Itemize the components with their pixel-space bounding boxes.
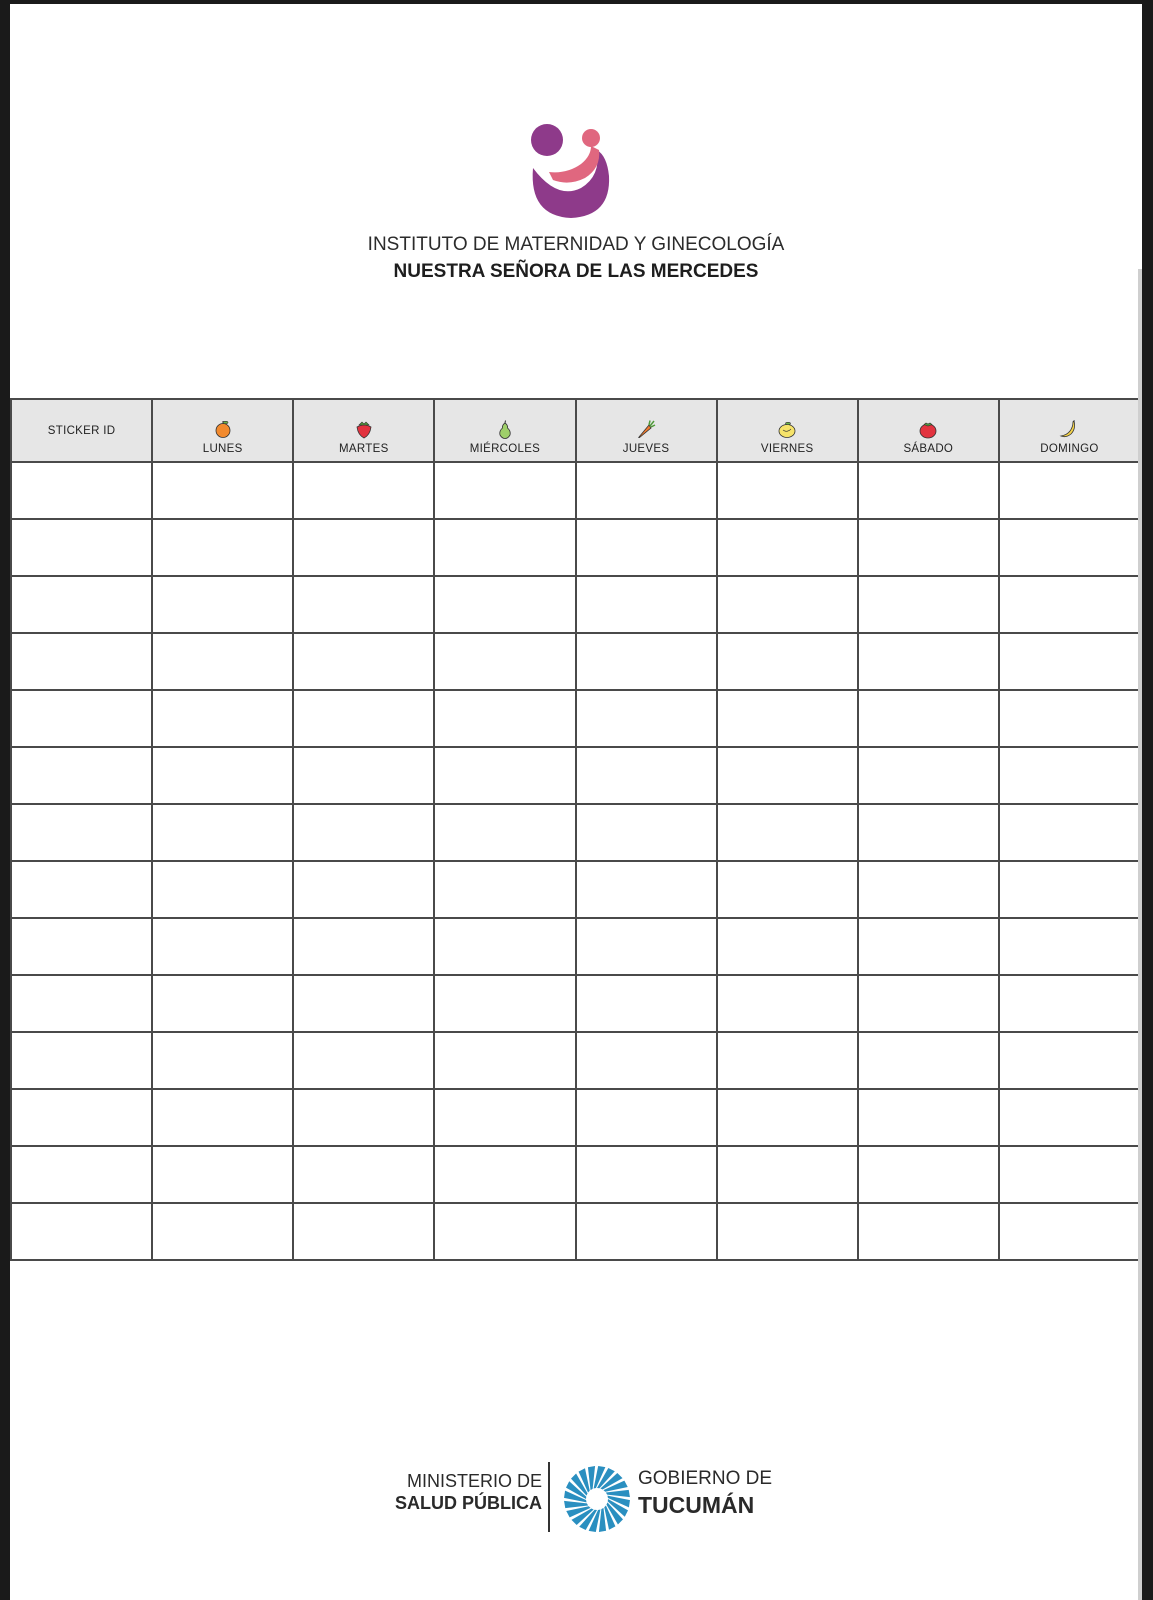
sticker-id-cell[interactable] xyxy=(11,747,152,804)
gobierno-block xyxy=(638,1466,772,1518)
sticker-cell[interactable] xyxy=(999,1146,1140,1203)
sticker-cell[interactable] xyxy=(576,462,717,519)
table-row xyxy=(11,747,1140,804)
sticker-cell[interactable] xyxy=(858,576,999,633)
sticker-cell[interactable] xyxy=(576,1146,717,1203)
sticker-cell[interactable] xyxy=(434,690,575,747)
sticker-id-cell[interactable] xyxy=(11,1146,152,1203)
sticker-cell[interactable] xyxy=(858,690,999,747)
sticker-cell[interactable] xyxy=(152,576,293,633)
column-header-viernes: VIERNES xyxy=(717,399,858,462)
sticker-id-cell[interactable] xyxy=(11,690,152,747)
page-edge-shadow xyxy=(1138,269,1142,1600)
sticker-cell[interactable] xyxy=(434,861,575,918)
sticker-cell[interactable] xyxy=(293,576,434,633)
sticker-cell[interactable] xyxy=(999,519,1140,576)
sun-ray xyxy=(606,1490,630,1497)
sticker-cell[interactable] xyxy=(293,1032,434,1089)
sun-ray xyxy=(588,1466,595,1490)
sticker-cell[interactable] xyxy=(717,975,858,1032)
table-row xyxy=(11,1089,1140,1146)
sticker-cell[interactable] xyxy=(717,633,858,690)
sticker-cell[interactable] xyxy=(858,918,999,975)
sticker-id-cell[interactable] xyxy=(11,1032,152,1089)
sticker-cell[interactable] xyxy=(858,1089,999,1146)
banana-icon xyxy=(1059,419,1079,439)
column-header-domingo: DOMINGO xyxy=(999,399,1140,462)
institute-name: INSTITUTO DE MATERNIDAD Y GINECOLOGÍA xyxy=(367,234,785,255)
sticker-cell[interactable] xyxy=(434,975,575,1032)
sticker-cell[interactable] xyxy=(576,1203,717,1260)
sticker-cell[interactable] xyxy=(717,1032,858,1089)
sticker-cell[interactable] xyxy=(999,804,1140,861)
ministerio-line1: MINISTERIO DE xyxy=(406,1471,542,1491)
tomato-icon xyxy=(918,419,938,439)
sticker-cell[interactable] xyxy=(293,1089,434,1146)
sticker-id-cell[interactable] xyxy=(11,633,152,690)
sticker-cell[interactable] xyxy=(293,519,434,576)
sticker-cell[interactable] xyxy=(576,804,717,861)
sticker-cell[interactable] xyxy=(999,576,1140,633)
sticker-cell[interactable] xyxy=(717,804,858,861)
sticker-cell[interactable] xyxy=(717,576,858,633)
gobierno-line1: GOBIERNO DE xyxy=(638,1468,773,1489)
table-row xyxy=(11,804,1140,861)
sticker-cell[interactable] xyxy=(576,747,717,804)
sticker-id-cell[interactable] xyxy=(11,861,152,918)
sticker-cell[interactable] xyxy=(293,861,434,918)
table-row xyxy=(11,576,1140,633)
sticker-cell[interactable] xyxy=(999,462,1140,519)
sticker-cell[interactable] xyxy=(717,1089,858,1146)
carrot-icon xyxy=(636,419,656,439)
column-header-sabado: SÁBADO xyxy=(858,399,999,462)
table-row xyxy=(11,975,1140,1032)
sticker-cell[interactable] xyxy=(152,462,293,519)
lemon-icon xyxy=(777,419,797,439)
tucuman-sun-icon xyxy=(562,1464,632,1534)
table-row xyxy=(11,1032,1140,1089)
sticker-cell[interactable] xyxy=(576,1089,717,1146)
sticker-id-cell[interactable] xyxy=(11,1089,152,1146)
sticker-cell[interactable] xyxy=(293,804,434,861)
table-header-row xyxy=(11,399,1140,462)
sticker-cell[interactable] xyxy=(999,975,1140,1032)
orange-icon xyxy=(213,419,233,439)
sun-ray xyxy=(599,1508,606,1532)
sticker-id-cell[interactable] xyxy=(11,1203,152,1260)
sticker-cell[interactable] xyxy=(858,519,999,576)
sticker-cell[interactable] xyxy=(434,1032,575,1089)
sticker-cell[interactable] xyxy=(999,1089,1140,1146)
column-header-lunes: LUNES xyxy=(152,399,293,462)
table-row xyxy=(11,861,1140,918)
table-row xyxy=(11,1203,1140,1260)
sticker-cell[interactable] xyxy=(858,804,999,861)
sticker-cell[interactable] xyxy=(152,804,293,861)
sticker-cell[interactable] xyxy=(576,1032,717,1089)
sticker-cell[interactable] xyxy=(576,861,717,918)
sticker-cell[interactable] xyxy=(152,747,293,804)
sticker-cell[interactable] xyxy=(293,1146,434,1203)
sticker-cell[interactable] xyxy=(717,519,858,576)
sticker-cell[interactable] xyxy=(576,975,717,1032)
sticker-cell[interactable] xyxy=(858,1146,999,1203)
sticker-cell[interactable] xyxy=(434,1146,575,1203)
sticker-cell[interactable] xyxy=(293,633,434,690)
sticker-cell[interactable] xyxy=(999,633,1140,690)
sticker-cell[interactable] xyxy=(434,1203,575,1260)
sticker-cell[interactable] xyxy=(152,1146,293,1203)
column-header-jueves: JUEVES xyxy=(576,399,717,462)
sticker-id-cell[interactable] xyxy=(11,519,152,576)
sticker-cell[interactable] xyxy=(999,747,1140,804)
sun-ray xyxy=(564,1501,588,1508)
sticker-cell[interactable] xyxy=(152,633,293,690)
sticker-cell[interactable] xyxy=(717,1146,858,1203)
sticker-cell[interactable] xyxy=(434,804,575,861)
sticker-cell[interactable] xyxy=(152,975,293,1032)
sticker-cell[interactable] xyxy=(434,519,575,576)
sticker-cell[interactable] xyxy=(293,1203,434,1260)
sticker-cell[interactable] xyxy=(293,462,434,519)
gobierno-line2: TUCUMÁN xyxy=(638,1492,755,1518)
sticker-cell[interactable] xyxy=(858,462,999,519)
table-row xyxy=(11,633,1140,690)
sticker-cell[interactable] xyxy=(152,918,293,975)
strawberry-icon xyxy=(354,419,374,439)
sticker-cell[interactable] xyxy=(434,918,575,975)
sticker-cell[interactable] xyxy=(434,633,575,690)
column-header-martes: MARTES xyxy=(293,399,434,462)
sticker-cell[interactable] xyxy=(858,861,999,918)
sticker-cell[interactable] xyxy=(576,576,717,633)
sticker-cell[interactable] xyxy=(858,975,999,1032)
sticker-cell[interactable] xyxy=(717,747,858,804)
mother-child-logo-icon xyxy=(505,116,625,228)
sticker-cell[interactable] xyxy=(434,576,575,633)
table-row xyxy=(11,918,1140,975)
sticker-cell[interactable] xyxy=(999,1032,1140,1089)
ministerio-line2: SALUD PÚBLICA xyxy=(395,1493,542,1513)
sticker-cell[interactable] xyxy=(152,1032,293,1089)
sticker-cell[interactable] xyxy=(576,633,717,690)
sticker-cell[interactable] xyxy=(999,1203,1140,1260)
sticker-cell[interactable] xyxy=(717,1203,858,1260)
sticker-cell[interactable] xyxy=(858,633,999,690)
footer-divider xyxy=(548,1462,550,1532)
weekly-sticker-table xyxy=(10,398,1141,1261)
sticker-id-cell[interactable] xyxy=(11,804,152,861)
pear-icon xyxy=(495,419,515,439)
table-body xyxy=(11,462,1140,1260)
sticker-cell[interactable] xyxy=(293,975,434,1032)
table-row xyxy=(11,690,1140,747)
document-page xyxy=(10,4,1142,1600)
sticker-cell[interactable] xyxy=(999,918,1140,975)
column-header-miercoles: MIÉRCOLES xyxy=(434,399,575,462)
column-header-sticker-id: STICKER ID xyxy=(11,399,152,462)
sticker-cell[interactable] xyxy=(152,1089,293,1146)
table-row xyxy=(11,519,1140,576)
ministerio-block xyxy=(370,1470,542,1514)
sticker-cell[interactable] xyxy=(576,519,717,576)
institute-subtitle: NUESTRA SEÑORA DE LAS MERCEDES xyxy=(393,261,759,282)
sticker-cell[interactable] xyxy=(293,690,434,747)
sticker-id-cell[interactable] xyxy=(11,462,152,519)
sticker-cell[interactable] xyxy=(576,690,717,747)
sticker-cell[interactable] xyxy=(717,690,858,747)
sticker-id-cell[interactable] xyxy=(11,975,152,1032)
sticker-cell[interactable] xyxy=(858,1032,999,1089)
sticker-cell[interactable] xyxy=(999,690,1140,747)
sticker-cell[interactable] xyxy=(717,861,858,918)
sticker-cell[interactable] xyxy=(293,918,434,975)
sticker-cell[interactable] xyxy=(717,918,858,975)
table-row xyxy=(11,462,1140,519)
sticker-cell[interactable] xyxy=(434,1089,575,1146)
table-row xyxy=(11,1146,1140,1203)
sticker-cell[interactable] xyxy=(717,462,858,519)
footer xyxy=(10,1470,1142,1550)
sticker-cell[interactable] xyxy=(434,747,575,804)
sticker-cell[interactable] xyxy=(999,861,1140,918)
sticker-cell[interactable] xyxy=(576,918,717,975)
sticker-cell[interactable] xyxy=(152,1203,293,1260)
sticker-cell[interactable] xyxy=(858,747,999,804)
sticker-cell[interactable] xyxy=(293,747,434,804)
sticker-id-cell[interactable] xyxy=(11,576,152,633)
sticker-cell[interactable] xyxy=(152,690,293,747)
sticker-cell[interactable] xyxy=(152,519,293,576)
sticker-cell[interactable] xyxy=(434,462,575,519)
sticker-cell[interactable] xyxy=(152,861,293,918)
sticker-cell[interactable] xyxy=(858,1203,999,1260)
sticker-id-cell[interactable] xyxy=(11,918,152,975)
